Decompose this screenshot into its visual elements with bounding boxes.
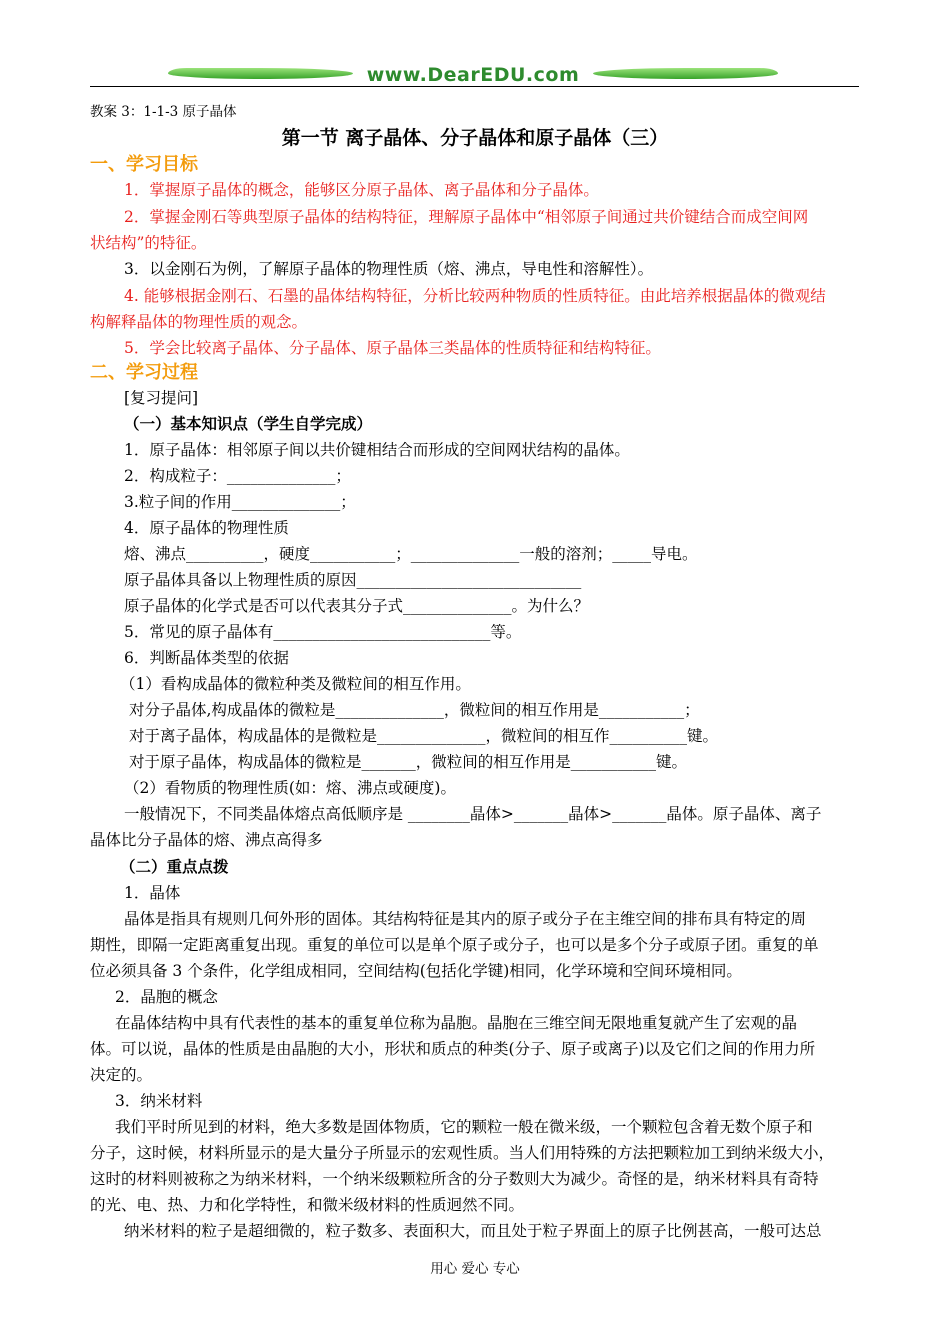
basic-line-1: 1．原子晶体：相邻原子间以共价键相结合而形成的空间网状结构的晶体。 — [124, 441, 630, 459]
basic-line-13: 对于原子晶体，构成晶体的微粒是_______，微粒间的相互作用是___________键。 — [129, 753, 688, 771]
header-rule — [90, 86, 859, 87]
keypoint-1-line-3: 位必须具备 3 个条件，化学组成相同，空间结构(包括化学键)相同，化学环境和空间环境相同。 — [90, 962, 742, 980]
basic-line-10: （1）看构成晶体的微粒种类及微粒间的相互作用。 — [120, 675, 471, 693]
keypoint-1-line-2: 期性，即隔一定距离重复出现。重复的单位可以是单个原子或分子，也可以是多个分子或原子团。重复的单 — [90, 936, 819, 954]
goal-item-3: 3．以金刚石为例，了解原子晶体的物理性质（熔、沸点，导电性和溶解性）。 — [124, 260, 654, 278]
keypoint-2-title: 2．晶胞的概念 — [115, 988, 218, 1006]
basic-line-6: 原子晶体具备以上物理性质的原因_____________________________ — [124, 571, 582, 589]
basic-line-8: 5．常见的原子晶体有____________________________等。 — [124, 623, 522, 641]
goal-item-4-cont: 构解释晶体的物理性质的观念。 — [90, 313, 308, 331]
basic-line-5: 熔、沸点__________，硬度___________；______________一般的溶剂；_____导电。 — [124, 545, 698, 563]
basic-line-2: 2．构成粒子：______________； — [124, 467, 351, 485]
basic-line-12: 对于离子晶体，构成晶体的是微粒是______________，微粒间的相互作__________键。 — [129, 727, 719, 745]
keypoint-2-line-2: 体。可以说，晶体的性质是由晶胞的大小，形状和质点的种类(分子、原子或离子)以及它们之间的作用力所 — [90, 1040, 816, 1058]
basic-line-14: （2）看物质的物理性质(如：熔、沸点或硬度)。 — [124, 779, 456, 797]
page-title: 第一节 离子晶体、分子晶体和原子晶体（三） — [281, 127, 669, 149]
basic-line-7: 原子晶体的化学式是否可以代表其分子式______________。为什么？ — [124, 597, 590, 615]
page-footer: 用心 爱心 专心 — [430, 1261, 520, 1277]
keypoint-3-line-5: 纳米材料的粒子是超细微的，粒子数多、表面积大，而且处于粒子界面上的原子比例甚高，一般可达总 — [124, 1222, 822, 1240]
site-logo-text: www.DearEDU.com — [366, 64, 580, 86]
basic-line-15: 一般情况下，不同类晶体熔点高低顺序是 ________晶体>_______晶体>_______晶体。原子晶体、离子 — [124, 805, 822, 823]
review-label: [复习提问] — [124, 389, 199, 407]
goal-item-2-cont: 状结构”的特征。 — [90, 234, 207, 252]
basic-line-16: 晶体比分子晶体的熔、沸点高得多 — [90, 831, 323, 849]
keypoint-3-line-3: 这时的材料则被称之为纳米材料，一个纳米级颗粒所含的分子数则大为减少。奇怪的是，纳米材料具有奇特 — [90, 1170, 819, 1188]
keypoint-3-title: 3．纳米材料 — [115, 1092, 203, 1110]
keypoint-2-line-1: 在晶体结构中具有代表性的基本的重复单位称为晶胞。晶胞在三维空间无限地重复就产生了宏观的晶 — [115, 1014, 798, 1032]
site-logo[interactable] — [168, 60, 778, 88]
basic-line-11: 对分子晶体,构成晶体的微粒是______________，微粒间的相互作用是___________； — [129, 701, 700, 719]
keypoint-1-line-1: 晶体是指具有规则几何外形的固体。其结构特征是其内的原子或分子在主维空间的排布具有特定的周 — [124, 910, 807, 928]
goal-item-4: 4. 能够根据金刚石、石墨的晶体结构特征，分析比较两种物质的性质特征。由此培养根据晶体的微观结 — [124, 287, 826, 305]
subheading-keypoints: （二）重点点拨 — [120, 857, 229, 876]
section-heading-goals: 一、学习目标 — [90, 154, 198, 175]
basic-line-9: 6．判断晶体类型的依据 — [124, 649, 289, 667]
subheading-basics: （一）基本知识点（学生自学完成） — [124, 414, 373, 433]
keypoint-2-line-3: 决定的。 — [90, 1066, 153, 1084]
section-heading-process: 二、学习过程 — [90, 362, 198, 383]
keypoint-1-title: 1．晶体 — [124, 884, 181, 902]
keypoint-3-line-2: 分子，这时候，材料所显示的是大量分子所显示的宏观性质。当人们用特殊的方法把颗粒加工到纳米级大小， — [90, 1144, 835, 1162]
goal-item-2: 2．掌握金刚石等典型原子晶体的结构特征，理解原子晶体中“相邻原子间通过共价键结合而成空间网 — [124, 208, 809, 226]
keypoint-3-line-1: 我们平时所见到的材料，绝大多数是固体物质，它的颗粒一般在微米级，一个颗粒包含着无数个原子和 — [115, 1118, 813, 1136]
goal-item-5: 5．学会比较离子晶体、分子晶体、原子晶体三类晶体的性质特征和结构特征。 — [124, 339, 661, 357]
keypoint-3-line-4: 的光、电、热、力和化学特性，和微米级材料的性质迥然不同。 — [90, 1196, 525, 1214]
lesson-label: 教案 3：1-1-3 原子晶体 — [90, 104, 237, 120]
basic-line-3: 3.粒子间的作用______________； — [124, 493, 356, 511]
basic-line-4: 4．原子晶体的物理性质 — [124, 519, 289, 537]
goal-item-1: 1．掌握原子晶体的概念，能够区分原子晶体、离子晶体和分子晶体。 — [124, 181, 599, 199]
